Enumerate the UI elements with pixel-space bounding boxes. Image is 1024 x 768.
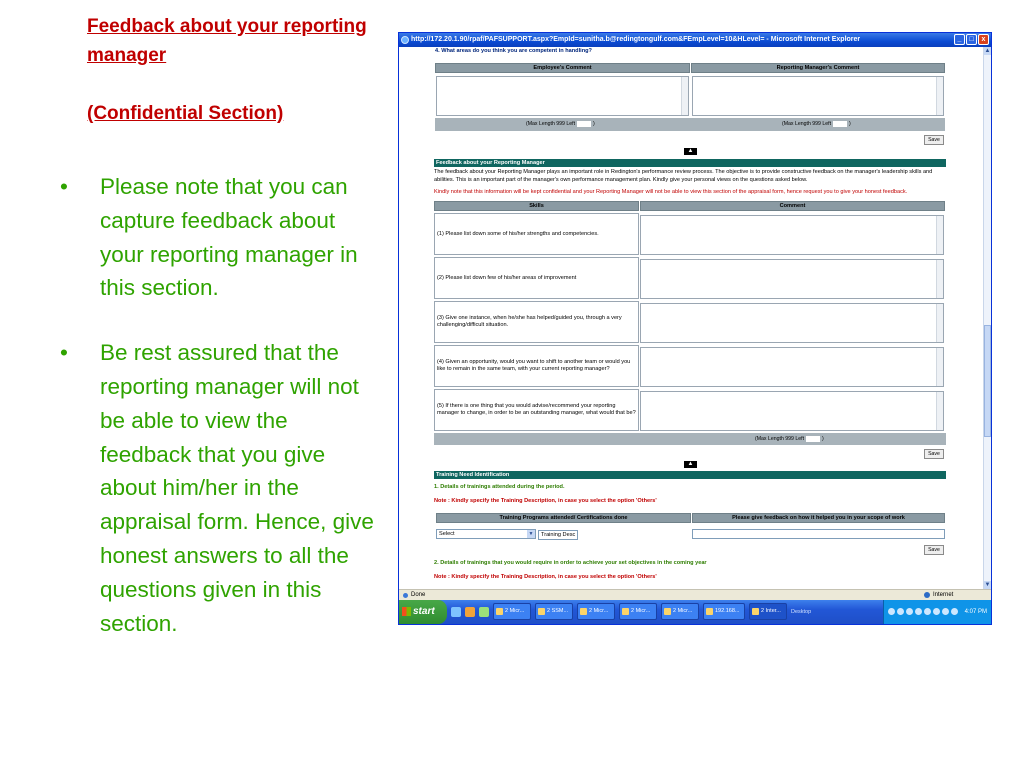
manager-maxlength — [782, 120, 851, 129]
employee-comment-textarea[interactable] — [436, 76, 689, 116]
question-2-textarea[interactable] — [640, 259, 944, 299]
show-desktop-icon[interactable] — [479, 607, 489, 617]
employee-comment-header: Employee's Comment — [435, 63, 690, 73]
question-1-label: (1) Please list down some of his/her strengths and competencies. — [434, 213, 639, 255]
window-icon — [580, 608, 587, 615]
window-icon — [664, 608, 671, 615]
training-feedback-input[interactable] — [692, 529, 945, 539]
maximize-button[interactable]: □ — [966, 34, 977, 45]
close-button[interactable]: x — [978, 34, 989, 45]
tray-icon[interactable] — [951, 608, 958, 615]
taskbar-button[interactable] — [577, 603, 615, 620]
training-2-title: 2. Details of trainings that you would require in order to achieve your set objectives in the coming year — [434, 560, 707, 566]
question-2-label: (2) Please list down few of his/her areas of improvement — [434, 257, 639, 299]
select-value: Select — [439, 531, 455, 537]
taskbar — [399, 600, 991, 624]
taskbar-label: 2 Micr... — [673, 608, 693, 614]
clock[interactable]: 4:07 PM — [964, 609, 987, 615]
feedback-maxlength — [755, 435, 824, 444]
maxlength-label: (Max Length 999 Left — [782, 121, 832, 127]
bullet-item — [60, 336, 382, 640]
globe-icon — [924, 592, 930, 598]
training-programs-header: Training Programs attended/ Certifications done — [436, 513, 691, 523]
training-section-header: Training Need Identification — [434, 471, 946, 479]
manager-comment-textarea[interactable] — [692, 76, 944, 116]
feedback-maxlength-bar — [434, 433, 946, 445]
taskbar-label: 2 Micr... — [589, 608, 609, 614]
manager-comment-header: Reporting Manager's Comment — [691, 63, 945, 73]
taskbar-label: 2 Micr... — [631, 608, 651, 614]
bullet-icon: • — [60, 340, 68, 366]
training-feedback-header: Please give feedback on how it helped you in your scope of work — [692, 513, 945, 523]
back-to-top-icon[interactable]: ▲ — [684, 461, 697, 468]
taskbar-button[interactable] — [661, 603, 699, 620]
maxlength-close: ) — [593, 121, 595, 127]
tray-icon[interactable] — [933, 608, 940, 615]
tray-icon[interactable] — [942, 608, 949, 615]
question-4-textarea[interactable] — [640, 347, 944, 387]
taskbar-button-active[interactable] — [749, 603, 787, 620]
taskbar-label: 192.168... — [715, 608, 740, 614]
window-icon — [496, 608, 503, 615]
window-icon — [622, 608, 629, 615]
window-title: http://172.20.1.90/rpaf/PAFSUPPORT.aspx?EmpId=sunitha.b@redingtongulf.com&FEmpLevel=10&HLevel= - Microsoft Internet Explorer — [411, 36, 861, 43]
browser-window — [399, 33, 991, 624]
status-text: Done — [411, 592, 426, 598]
maxlength-counter — [833, 121, 847, 127]
slide-title: Feedback about your reporting manager — [87, 16, 367, 66]
bullet-icon: • — [60, 174, 68, 199]
minimize-button[interactable]: _ — [954, 34, 965, 45]
tray-icon[interactable] — [897, 608, 904, 615]
window-titlebar[interactable] — [399, 33, 991, 47]
comment-header: Comment — [640, 201, 945, 211]
training-program-select[interactable] — [436, 529, 536, 539]
save-feedback-button[interactable]: Save — [924, 449, 944, 459]
taskbar-label: 2 Inter... — [761, 608, 781, 614]
ie-quicklaunch-icon[interactable] — [451, 607, 461, 617]
start-button[interactable] — [399, 600, 447, 624]
question-5-textarea[interactable] — [640, 391, 944, 431]
question-5-label: (5) If there is one thing that you would advise/recommend your reporting manager to change, in order to be an outstanding manager, what would that be? — [434, 389, 639, 431]
window-icon — [706, 608, 713, 615]
taskbar-button[interactable] — [619, 603, 657, 620]
taskbar-button[interactable] — [703, 603, 745, 620]
desktop-toolbar-label[interactable]: Desktop — [791, 608, 812, 615]
bullet-text: Please note that you can capture feedback about your reporting manager in this section. — [100, 174, 358, 301]
skills-header: Skills — [434, 201, 639, 211]
tray-icon[interactable] — [915, 608, 922, 615]
bullet-list — [60, 170, 382, 671]
maxlength-counter — [806, 436, 820, 442]
outlook-quicklaunch-icon[interactable] — [465, 607, 475, 617]
training-desc-input[interactable]: Training Desc — [538, 530, 578, 540]
taskbar-button[interactable] — [535, 603, 573, 620]
chevron-down-icon: ▼ — [528, 531, 534, 537]
maxlength-counter — [577, 121, 591, 127]
maxlength-close: ) — [849, 121, 851, 127]
bullet-text: Be rest assured that the reporting manager will not be able to view the feedback that you give about him/her in the appraisal form. Hence, give honest answers to all the questions given in this section. — [100, 340, 374, 636]
scroll-up-icon[interactable]: ▲ — [984, 48, 991, 54]
tray-icons — [888, 608, 958, 615]
bullet-item — [60, 170, 382, 305]
tray-icon[interactable] — [924, 608, 931, 615]
slide-subtitle: (Confidential Section) — [87, 103, 284, 124]
question-4-label: (4) Given an opportunity, would you want to shift to another team or would you like to remain in the same team, with your current reporting manager? — [434, 345, 639, 387]
page-content — [399, 47, 983, 589]
taskbar-button[interactable] — [493, 603, 531, 620]
tray-icon[interactable] — [888, 608, 895, 615]
question-1-textarea[interactable] — [640, 215, 944, 255]
taskbar-label: 2 SSM... — [547, 608, 569, 614]
taskbar-label: 2 Micr... — [505, 608, 525, 614]
vertical-scrollbar[interactable] — [983, 47, 991, 589]
training-1-title: 1. Details of trainings attended during the period. — [434, 484, 565, 490]
back-to-top-icon[interactable]: ▲ — [684, 148, 697, 155]
ie-page-icon — [403, 593, 408, 598]
tray-icon[interactable] — [906, 608, 913, 615]
question-3-label: (3) Give one instance, when he/she has helped/guided you, through a very challenging/difficult situation. — [434, 301, 639, 343]
window-icon — [538, 608, 545, 615]
window-icon — [752, 608, 759, 615]
feedback-description: The feedback about your Reporting Manager plays an important role in Redington's performance review process. The objective is to provide constructive feedback on the manager's leadership skills and abilities. This is an important part of the manager's own performance management plan. Kindly give your personal views on the questions asked below. — [434, 169, 933, 183]
feedback-confidential-note: Kindly note that this information will be kept confidential and your Reporting Manager will not be able to view this section of the appraisal form, hence request you to give your honest feedback. — [434, 189, 908, 195]
ie-logo-icon — [401, 36, 409, 44]
employee-maxlength — [526, 120, 595, 129]
scroll-down-icon[interactable]: ▼ — [984, 582, 991, 588]
status-zone: Internet — [933, 592, 954, 598]
maxlength-label: (Max Length 999 Left — [755, 436, 805, 442]
system-tray — [883, 600, 991, 624]
training-note-2: Note : Kindly specify the Training Description, in case you select the option 'Others' — [434, 574, 657, 580]
windows-logo-icon — [402, 607, 411, 616]
maxlength-close: ) — [822, 436, 824, 442]
q4-title: 4. What areas do you think you are competent in handling? — [435, 48, 592, 54]
question-3-textarea[interactable] — [640, 303, 944, 343]
start-label: start — [413, 606, 435, 617]
maxlength-label: (Max Length 999 Left — [526, 121, 576, 127]
feedback-section-header: Feedback about your Reporting Manager — [434, 159, 946, 167]
save-training-button[interactable]: Save — [924, 545, 944, 555]
scroll-thumb[interactable] — [984, 325, 991, 437]
maxlength-bar — [435, 118, 945, 131]
save-button[interactable]: Save — [924, 135, 944, 145]
training-note: Note : Kindly specify the Training Description, in case you select the option 'Others' — [434, 498, 657, 504]
status-bar — [399, 589, 991, 600]
